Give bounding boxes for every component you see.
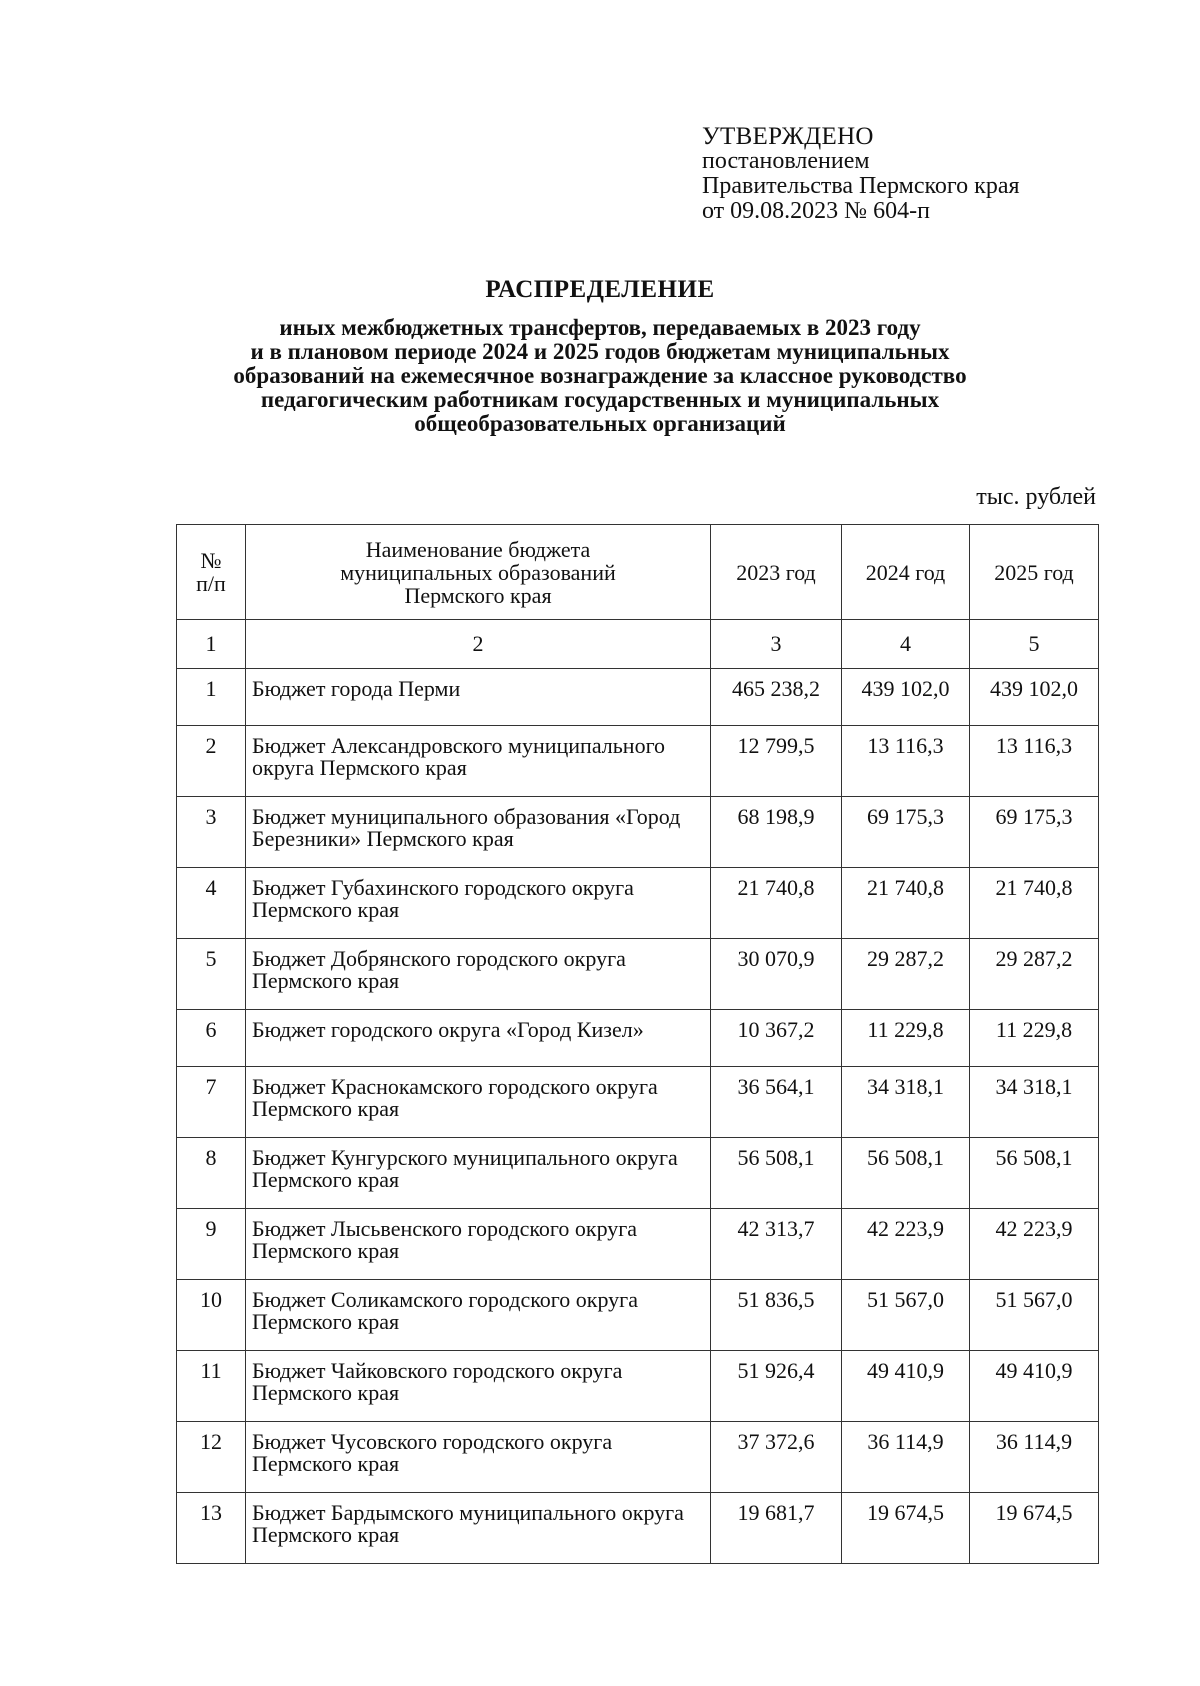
table-header-row [177, 525, 1099, 620]
value-2025: 34 318,1 [970, 1067, 1099, 1138]
header-2023: 2023 год [711, 525, 842, 620]
value-2025: 51 567,0 [970, 1280, 1099, 1351]
value-2024: 439 102,0 [842, 669, 970, 726]
value-2025: 42 223,9 [970, 1209, 1099, 1280]
value-2025: 21 740,8 [970, 868, 1099, 939]
value-2025: 36 114,9 [970, 1422, 1099, 1493]
table-row [177, 797, 1099, 868]
header-2025: 2025 год [970, 525, 1099, 620]
table-row [177, 1351, 1099, 1422]
row-number: 4 [177, 868, 246, 939]
value-2023: 19 681,7 [711, 1493, 842, 1564]
value-2023: 12 799,5 [711, 726, 842, 797]
row-number: 2 [177, 726, 246, 797]
value-2024: 19 674,5 [842, 1493, 970, 1564]
value-2024: 36 114,9 [842, 1422, 970, 1493]
value-2023: 51 926,4 [711, 1351, 842, 1422]
table-row [177, 1493, 1099, 1564]
value-2024: 51 567,0 [842, 1280, 970, 1351]
value-2025: 13 116,3 [970, 726, 1099, 797]
value-2024: 56 508,1 [842, 1138, 970, 1209]
value-2023: 37 372,6 [711, 1422, 842, 1493]
approval-stamp [702, 124, 1020, 224]
value-2023: 36 564,1 [711, 1067, 842, 1138]
value-2024: 13 116,3 [842, 726, 970, 797]
row-number: 1 [177, 669, 246, 726]
value-2023: 68 198,9 [711, 797, 842, 868]
header-number: № п/п [177, 525, 246, 620]
budget-name: Бюджет Александровского муниципального округа Пермского края [246, 726, 711, 797]
table-row [177, 669, 1099, 726]
table-row [177, 1067, 1099, 1138]
subtitle-line: и в плановом периоде 2024 и 2025 годов бюджетам муниципальных [250, 339, 950, 364]
document-subtitle [140, 316, 1060, 436]
value-2025: 11 229,8 [970, 1010, 1099, 1067]
value-2024: 69 175,3 [842, 797, 970, 868]
value-2025: 439 102,0 [970, 669, 1099, 726]
value-2024: 11 229,8 [842, 1010, 970, 1067]
value-2024: 49 410,9 [842, 1351, 970, 1422]
row-number: 12 [177, 1422, 246, 1493]
approval-heading: УТВЕРЖДЕНО [702, 123, 874, 150]
approval-line: постановлением [702, 148, 870, 174]
subtitle-line: общеобразовательных организаций [414, 411, 786, 436]
value-2023: 51 836,5 [711, 1280, 842, 1351]
value-2024: 34 318,1 [842, 1067, 970, 1138]
row-number: 11 [177, 1351, 246, 1422]
table-row [177, 1209, 1099, 1280]
document-title: РАСПРЕДЕЛЕНИЕ [485, 276, 715, 303]
subtitle-line: иных межбюджетных трансфертов, передаваемых в 2023 году [279, 315, 921, 340]
value-2023: 56 508,1 [711, 1138, 842, 1209]
table-row [177, 939, 1099, 1010]
row-number: 13 [177, 1493, 246, 1564]
value-2024: 42 223,9 [842, 1209, 970, 1280]
column-number-row [177, 620, 1099, 669]
row-number: 9 [177, 1209, 246, 1280]
value-2024: 21 740,8 [842, 868, 970, 939]
table-row [177, 1138, 1099, 1209]
row-number: 6 [177, 1010, 246, 1067]
column-number: 1 [177, 620, 246, 669]
table-row [177, 1280, 1099, 1351]
column-number: 5 [970, 620, 1099, 669]
row-number: 8 [177, 1138, 246, 1209]
budget-name: Бюджет Чайковского городского округа Пермского края [246, 1351, 711, 1422]
value-2023: 10 367,2 [711, 1010, 842, 1067]
table-row [177, 868, 1099, 939]
table-row [177, 1010, 1099, 1067]
budget-name: Бюджет Лысьвенского городского округа Пермского края [246, 1209, 711, 1280]
column-number: 2 [246, 620, 711, 669]
column-number: 3 [711, 620, 842, 669]
row-number: 10 [177, 1280, 246, 1351]
value-2023: 465 238,2 [711, 669, 842, 726]
budget-name: Бюджет Краснокамского городского округа Пермского края [246, 1067, 711, 1138]
value-2023: 21 740,8 [711, 868, 842, 939]
table-row [177, 1422, 1099, 1493]
value-2025: 29 287,2 [970, 939, 1099, 1010]
budget-name: Бюджет Бардымского муниципального округа Пермского края [246, 1493, 711, 1564]
budget-name: Бюджет Соликамского городского округа Пермского края [246, 1280, 711, 1351]
budget-name: Бюджет Губахинского городского округа Пермского края [246, 868, 711, 939]
budget-name: Бюджет Добрянского городского округа Пермского края [246, 939, 711, 1010]
value-2025: 69 175,3 [970, 797, 1099, 868]
budget-name: Бюджет города Перми [246, 669, 711, 726]
approval-line: Правительства Пермского края [702, 173, 1020, 199]
header-budget-name: Наименование бюджета муниципальных образований Пермского края [246, 525, 711, 620]
row-number: 7 [177, 1067, 246, 1138]
value-2024: 29 287,2 [842, 939, 970, 1010]
budget-name: Бюджет городского округа «Город Кизел» [246, 1010, 711, 1067]
row-number: 3 [177, 797, 246, 868]
value-2025: 19 674,5 [970, 1493, 1099, 1564]
units-label: тыс. рублей [976, 484, 1096, 510]
budget-name: Бюджет муниципального образования «Город Березники» Пермского края [246, 797, 711, 868]
budget-name: Бюджет Чусовского городского округа Пермского края [246, 1422, 711, 1493]
distribution-table [176, 524, 1099, 1564]
value-2023: 42 313,7 [711, 1209, 842, 1280]
table-row [177, 726, 1099, 797]
subtitle-line: педагогическим работникам государственных и муниципальных [260, 387, 940, 412]
budget-name: Бюджет Кунгурского муниципального округа Пермского края [246, 1138, 711, 1209]
value-2025: 49 410,9 [970, 1351, 1099, 1422]
value-2025: 56 508,1 [970, 1138, 1099, 1209]
approval-line: от 09.08.2023 № 604-п [702, 198, 930, 224]
column-number: 4 [842, 620, 970, 669]
value-2023: 30 070,9 [711, 939, 842, 1010]
subtitle-line: образований на ежемесячное вознаграждение за классное руководство [233, 363, 967, 388]
header-2024: 2024 год [842, 525, 970, 620]
row-number: 5 [177, 939, 246, 1010]
